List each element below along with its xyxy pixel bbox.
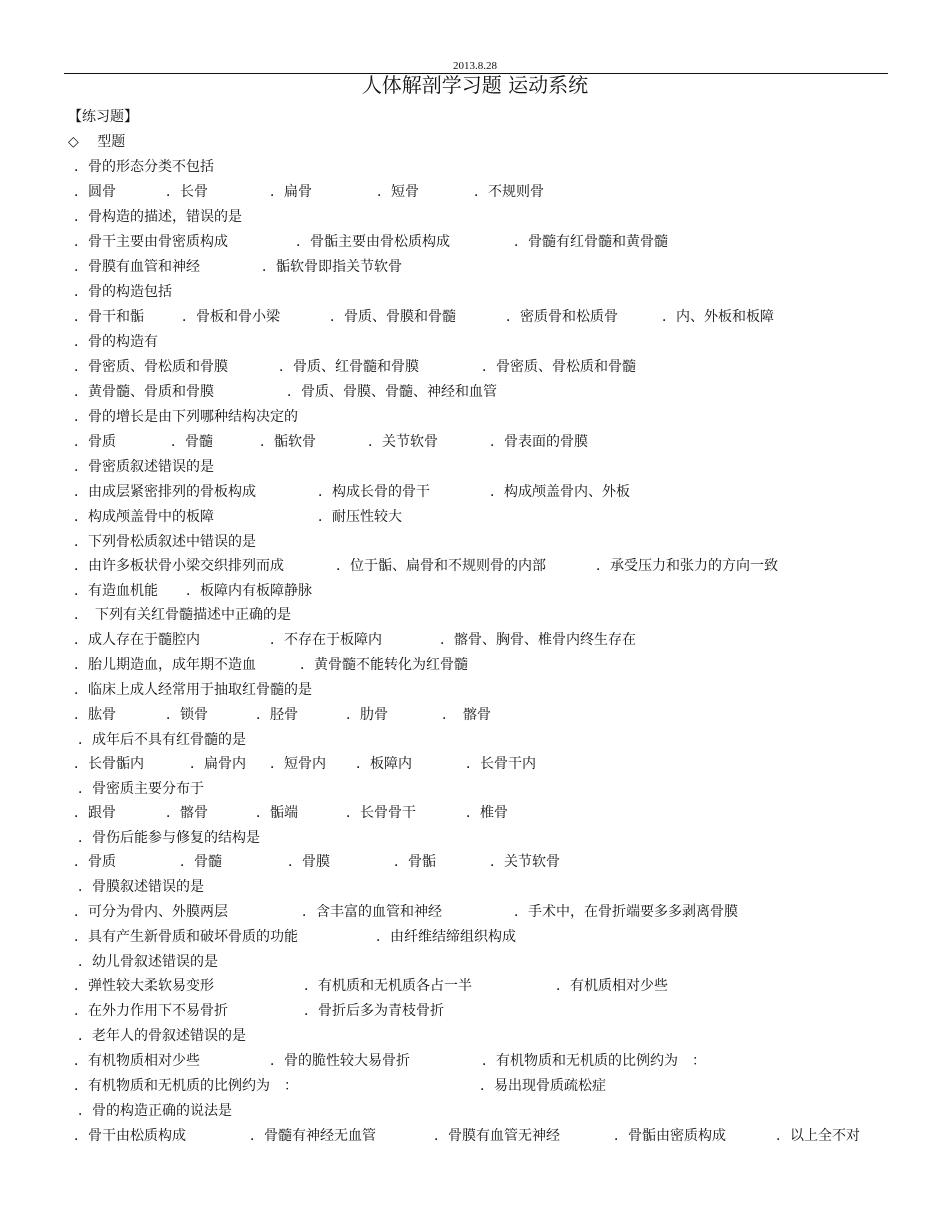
option-b: ．构成长骨的骨干: [318, 484, 430, 500]
options-row: [74, 380, 894, 404]
options-row: [74, 430, 894, 454]
options-row: [74, 628, 894, 652]
option-b: ．长骨: [166, 184, 208, 200]
option-c: ．髂骨、胸骨、椎骨内终生存在: [440, 632, 636, 648]
option-c: ．骨膜有血管无神经: [434, 1128, 560, 1144]
question-stem: ．骨的构造正确的说法是: [78, 1103, 232, 1119]
question-stem: ．幼儿骨叙述错误的是: [78, 954, 218, 970]
options-row: [74, 579, 894, 603]
option-c: ．胫骨: [256, 707, 298, 723]
option-c: ．骨膜: [288, 854, 330, 870]
option-c: ．有机物质和无机质的比例约为 ：: [482, 1053, 706, 1069]
option-b: ．骨板和骨小梁: [182, 309, 280, 325]
option-a: ．有机物质相对少些: [74, 1053, 200, 1069]
options-row: [74, 1124, 894, 1148]
option-d: ．板障内: [356, 756, 412, 772]
option-c: ．骺端: [256, 805, 298, 821]
option-d: ．构成颅盖骨中的板障: [74, 509, 214, 525]
option-d: ．肋骨: [346, 707, 388, 723]
option-e: ．长骨干内: [466, 756, 536, 772]
option-e: ．骨质、骨膜、骨髓、神经和血管: [287, 384, 497, 400]
question-stem: ．骨的构造包括: [74, 284, 172, 300]
option-c: ．有机质相对少些: [556, 978, 668, 994]
options-row: [74, 305, 894, 329]
options-row: [74, 653, 894, 677]
option-d: ．有造血机能: [74, 583, 158, 599]
option-b: ．不存在于板障内: [270, 632, 382, 648]
option-a: ．骨质: [74, 854, 116, 870]
options-row: [74, 505, 894, 529]
question-type-label: ◇ 型题: [68, 134, 126, 150]
options-row: [74, 1074, 894, 1098]
option-b: ．骨质、红骨髓和骨膜: [279, 359, 419, 375]
option-e: ．不规则骨: [474, 184, 544, 200]
option-c: ．骺软骨: [260, 434, 316, 450]
question-stem: ． 下列有关红骨髓描述中正确的是: [74, 607, 291, 623]
option-a: ．骨密质、骨松质和骨膜: [74, 359, 228, 375]
option-b: ．骨的脆性较大易骨折: [270, 1053, 410, 1069]
section-label: 【练习题】: [68, 109, 138, 125]
option-e: ．耐压性较大: [318, 509, 402, 525]
question-stem: ．骨的形态分类不包括: [74, 159, 214, 175]
option-a: ．由许多板状骨小梁交织排列而成: [74, 558, 284, 574]
option-d: ．在外力作用下不易骨折: [74, 1003, 228, 1019]
option-e: ．内、外板和板障: [662, 309, 774, 325]
options-row: [74, 255, 894, 279]
option-a: ．可分为骨内、外膜两层: [74, 904, 228, 920]
options-row: [74, 230, 894, 254]
option-e: ．椎骨: [466, 805, 508, 821]
option-b: ．含丰富的血管和神经: [302, 904, 442, 920]
option-a: ．由成层紧密排列的骨板构成: [74, 484, 256, 500]
options-row: [74, 703, 894, 727]
option-a: ．圆骨: [74, 184, 116, 200]
page-title: 人体解剖学习题 运动系统: [361, 73, 589, 97]
question-stem: ．下列骨松质叙述中错误的是: [74, 534, 256, 550]
option-d: ．骨骺由密质构成: [614, 1128, 726, 1144]
option-e: ．骨表面的骨膜: [490, 434, 588, 450]
question-stem: ．老年人的骨叙述错误的是: [78, 1028, 246, 1044]
option-a: ．长骨骺内: [74, 756, 144, 772]
options-row: [74, 974, 894, 998]
question-stem: ．骨构造的描述，错误的是: [74, 209, 242, 225]
option-d: ．长骨骨干: [346, 805, 416, 821]
option-b: ．锁骨: [166, 707, 208, 723]
option-a: ．成人存在于髓腔内: [74, 632, 200, 648]
option-a: ．跟骨: [74, 805, 116, 821]
option-d: ．具有产生新骨质和破坏骨质的功能: [74, 929, 298, 945]
option-a: ．弹性较大柔软易变形: [74, 978, 214, 994]
option-c: ．骨密质、骨松质和骨髓: [482, 359, 636, 375]
option-b: ．骨髓有神经无血管: [250, 1128, 376, 1144]
question-stem: ．骨密质叙述错误的是: [74, 459, 214, 475]
option-b: ．位于骺、扁骨和不规则骨的内部: [336, 558, 546, 574]
option-d: ．短骨: [377, 184, 419, 200]
option-c: ．短骨内: [270, 756, 326, 772]
option-d: ．关节软骨: [368, 434, 438, 450]
option-d: ．骨膜有血管和神经: [74, 259, 200, 275]
option-b: ．骨髓: [180, 854, 222, 870]
option-a: ．肱骨: [74, 707, 116, 723]
option-c: ．骨质、骨膜和骨髓: [330, 309, 456, 325]
option-e: ． 髂骨: [442, 707, 491, 723]
option-a: ．骨质: [74, 434, 116, 450]
options-row: [74, 925, 894, 949]
option-e: ．黄骨髓不能转化为红骨髓: [300, 657, 468, 673]
option-b: ．扁骨内: [190, 756, 246, 772]
question-stem: ．骨伤后能参与修复的结构是: [78, 830, 260, 846]
question-stem: ．骨密质主要分布于: [78, 781, 204, 797]
option-e: ．板障内有板障静脉: [186, 583, 312, 599]
option-d: ．有机物质和无机质的比例约为 ：: [74, 1078, 298, 1094]
option-c: ．骨髓有红骨髓和黄骨髓: [514, 234, 668, 250]
option-a: ．骨干和骺: [74, 309, 144, 325]
option-a: ．骨干由松质构成: [74, 1128, 186, 1144]
header-date: 2013.8.28: [453, 60, 497, 72]
option-e: ．易出现骨质疏松症: [480, 1078, 606, 1094]
option-b: ．骨骺主要由骨松质构成: [296, 234, 450, 250]
option-e: ．由纤维结缔组织构成: [376, 929, 516, 945]
option-e: ．关节软骨: [490, 854, 560, 870]
option-a: ．骨干主要由骨密质构成: [74, 234, 228, 250]
option-b: ．髂骨: [166, 805, 208, 821]
option-e: ．以上全不对: [776, 1128, 860, 1144]
question-stem: ．临床上成人经常用于抽取红骨髓的是: [74, 682, 312, 698]
option-c: ．构成颅盖骨内、外板: [490, 484, 630, 500]
question-stem: ．成年后不具有红骨髓的是: [78, 732, 246, 748]
question-stem: ．骨的增长是由下列哪种结构决定的: [74, 409, 298, 425]
options-row: [74, 801, 894, 825]
option-d: ．胎儿期造血，成年期不造血: [74, 657, 256, 673]
options-row: [74, 1049, 894, 1073]
question-stem: ．骨的构造有: [74, 334, 158, 350]
option-c: ．扁骨: [270, 184, 312, 200]
option-b: ．骨髓: [171, 434, 213, 450]
options-row: [74, 480, 894, 504]
option-d: ．密质骨和松质骨: [506, 309, 618, 325]
option-c: ．手术中，在骨折端要多多剥离骨膜: [514, 904, 738, 920]
option-b: ．有机质和无机质各占一半: [304, 978, 472, 994]
options-row: [74, 554, 894, 578]
option-d: ．黄骨髓、骨质和骨膜: [74, 384, 214, 400]
option-c: ．承受压力和张力的方向一致: [596, 558, 778, 574]
option-e: ．骨折后多为青枝骨折: [304, 1003, 444, 1019]
options-row: [74, 355, 894, 379]
options-row: [74, 180, 894, 204]
question-stem: ．骨膜叙述错误的是: [78, 879, 204, 895]
options-row: [74, 850, 894, 874]
option-d: ．骨骺: [394, 854, 436, 870]
options-row: [74, 900, 894, 924]
options-row: [74, 752, 894, 776]
option-e: ．骺软骨即指关节软骨: [262, 259, 402, 275]
options-row: [74, 999, 894, 1023]
